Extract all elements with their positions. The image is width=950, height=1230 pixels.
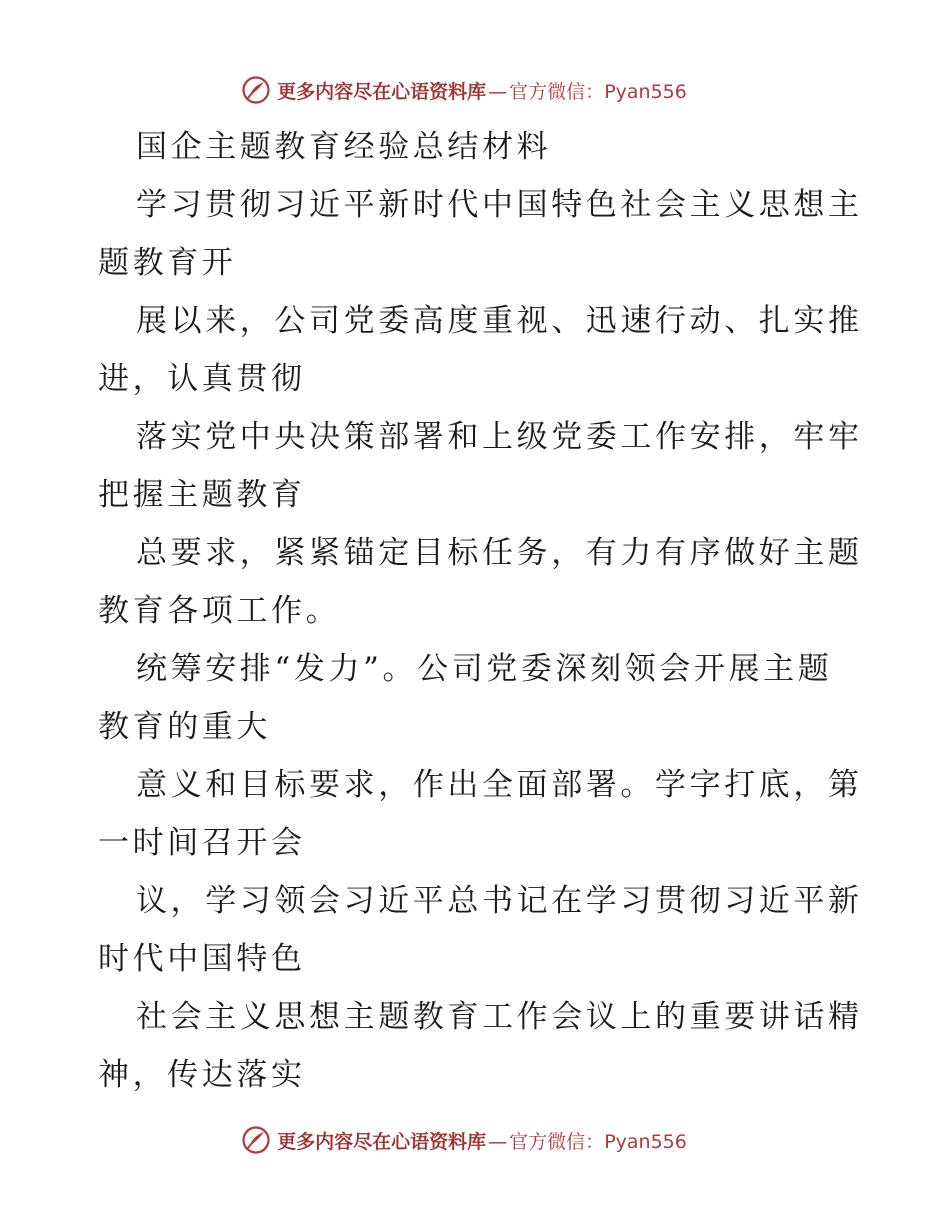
footer-banner [0,1120,950,1160]
banner-separator: — [488,1130,508,1153]
paragraph-line: 意义和目标要求，作出全面部署。学字打底，第 [136,767,863,803]
banner-contact-id: Pyan556 [604,80,687,103]
paragraph-line: 总要求，紧紧锚定目标任务，有力有序做好主题 [136,535,863,571]
paragraph-line: 学习贯彻习近平新时代中国特色社会主义思想主 [136,187,863,223]
banner-contact-id: Pyan556 [604,1130,687,1153]
library-logo-icon [241,75,271,105]
banner-main-text: 更多内容尽在心语资料库 [277,80,487,103]
banner-contact-label: 官方微信： [509,80,605,103]
paragraph-line: 时代中国特色 [98,941,306,977]
paragraph-line: 一时间召开会 [98,825,306,861]
paragraph-line: 统筹安排“发力”。公司党委深刻领会开展主题 [136,651,833,687]
paragraph-line: 进，认真贯彻 [98,361,306,397]
document-body [98,118,863,1104]
paragraph-line: 展以来，公司党委高度重视、迅速行动、扎实推 [136,303,863,339]
library-logo-icon [241,1125,271,1155]
paragraph-line: 教育各项工作。 [98,593,341,629]
paragraph-line: 社会主义思想主题教育工作会议上的重要讲话精 [136,999,863,1035]
paragraph-line: 教育的重大 [98,709,271,745]
paragraph-line: 落实党中央决策部署和上级党委工作安排，牢牢 [136,419,863,455]
banner-separator: — [488,80,508,103]
banner-contact-label: 官方微信： [509,1130,605,1153]
paragraph-line: 议，学习领会习近平总书记在学习贯彻习近平新 [136,883,863,919]
banner-text [277,1127,687,1154]
paragraph-line: 神，传达落实 [98,1057,306,1093]
paragraph-line: 把握主题教育 [98,477,306,513]
header-banner [0,70,950,110]
banner-main-text: 更多内容尽在心语资料库 [277,1130,487,1153]
paragraph-line: 题教育开 [98,245,237,281]
banner-text [277,77,687,104]
document-title: 国企主题教育经验总结材料 [136,129,552,165]
